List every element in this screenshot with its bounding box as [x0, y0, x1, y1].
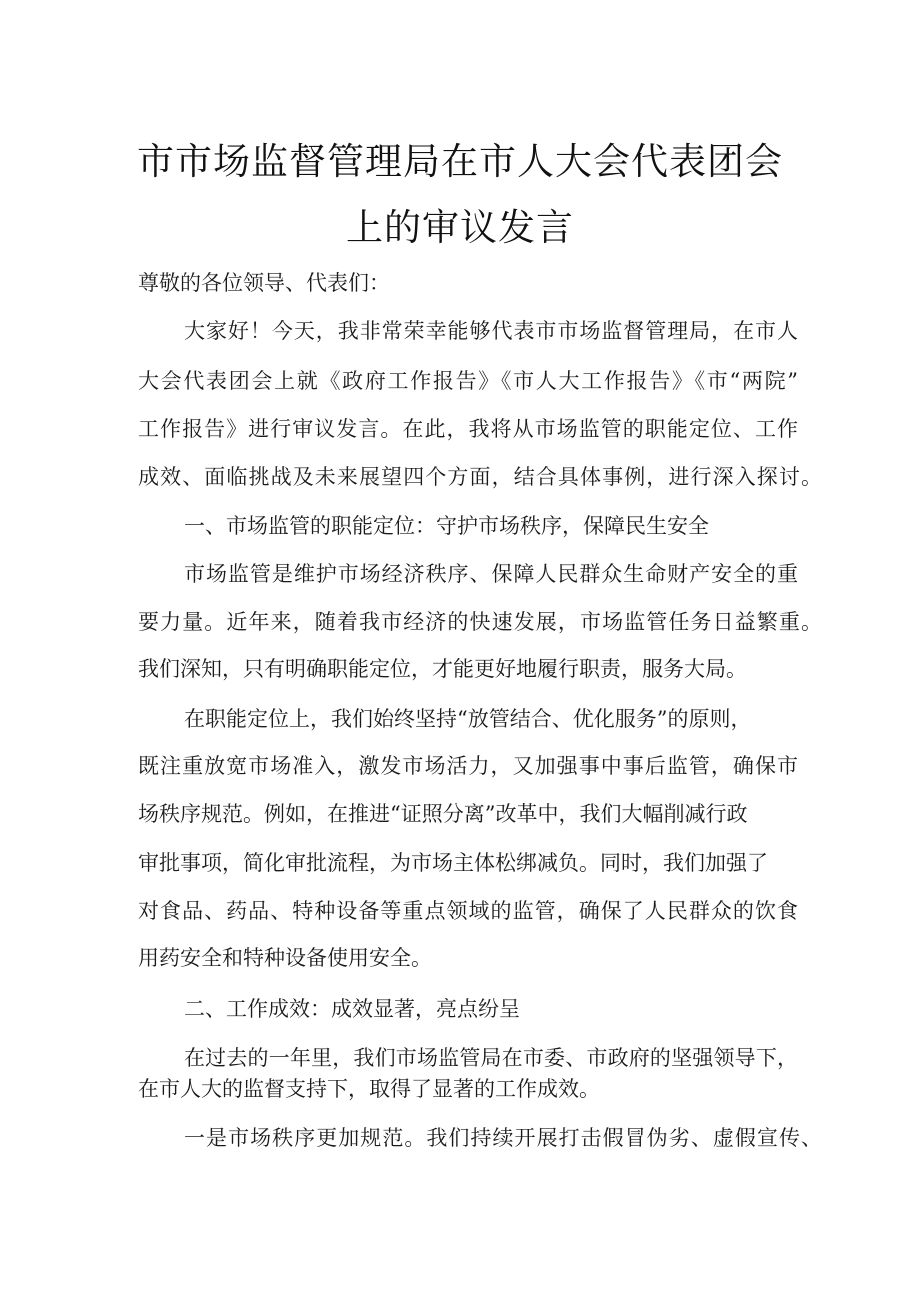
salutation: 尊敬的各位领导、代表们：: [138, 271, 390, 295]
paragraph-line: 场秩序规范。例如，在推进“证照分离”改革中，我们大幅削减行政: [138, 802, 748, 826]
paragraph-line: 在市人大的监督支持下，取得了显著的工作成效。: [138, 1077, 600, 1101]
section-heading-1: 一、市场监管的职能定位：守护市场秩序，保障民生安全: [184, 514, 709, 538]
paragraph-line: 在职能定位上，我们始终坚持“放管结合、优化服务”的原则，: [184, 707, 752, 731]
paragraph-line: 要力量。近年来，随着我市经济的快速发展，市场监管任务日益繁重。: [138, 610, 822, 634]
paragraph-line: 工作报告》进行审议发言。在此，我将从市场监管的职能定位、工作: [138, 417, 798, 441]
paragraph-line: 既注重放宽市场准入，激发市场活力，又加强事中事后监管，确保市: [138, 754, 798, 778]
paragraph-line: 大家好！今天，我非常荣幸能够代表市市场监督管理局，在市人: [184, 319, 798, 343]
paragraph-line: 大会代表团会上就《政府工作报告》《市人大工作报告》《市“两院”: [138, 369, 798, 393]
paragraph-line: 市场监管是维护市场经济秩序、保障人民群众生命财产安全的重: [184, 562, 798, 586]
document-title-line-1: 市市场监督管理局在市人大会代表团会: [137, 140, 783, 183]
paragraph-line: 对食品、药品、特种设备等重点领域的监管，确保了人民群众的饮食: [138, 899, 798, 923]
paragraph-line: 一是市场秩序更加规范。我们持续开展打击假冒伪劣、虚假宣传、: [184, 1126, 822, 1150]
paragraph-line: 成效、面临挑战及未来展望四个方面，结合具体事例，进行深入探讨。: [138, 465, 822, 489]
paragraph-line: 我们深知，只有明确职能定位，才能更好地履行职责，服务大局。: [138, 657, 747, 681]
document-title-line-2: 上的审议发言: [346, 206, 574, 249]
paragraph-line: 用药安全和特种设备使用安全。: [138, 946, 432, 970]
paragraph-line: 在过去的一年里，我们市场监管局在市委、市政府的坚强领导下，: [184, 1046, 798, 1070]
paragraph-line: 审批事项，简化审批流程，为市场主体松绑减负。同时，我们加强了: [138, 851, 768, 875]
section-heading-2: 二、工作成效：成效显著，亮点纷呈: [184, 997, 520, 1021]
